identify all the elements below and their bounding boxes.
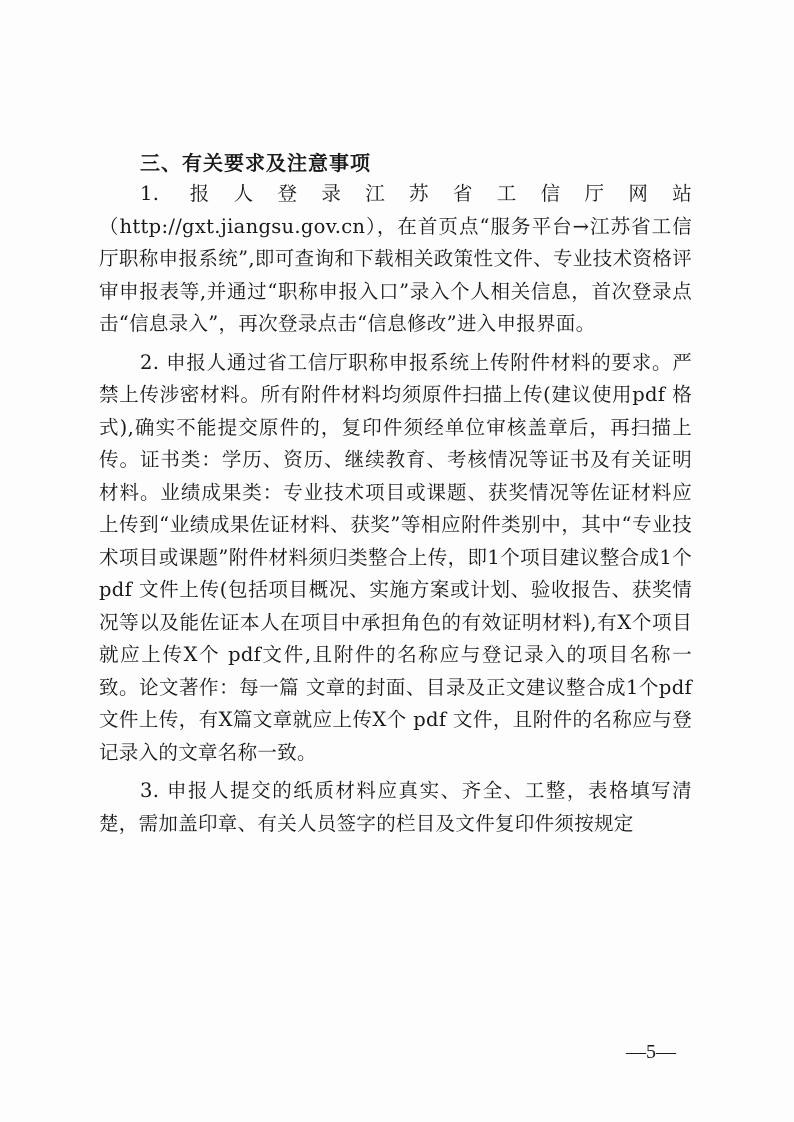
paragraph-3: 3. 申报人提交的纸质材料应真实、齐全、工整，表格填写清楚，需加盖印章、有关人员签字的栏目及文件复印件须按规定 [99, 779, 692, 835]
section-heading: 三、有关要求及注意事项 [140, 151, 371, 175]
page-number: —5— [626, 1041, 676, 1063]
paragraph-2: 2. 申报人通过省工信厅职称申报系统上传附件材料的要求。严禁上传涉密材料。所有附件材料均须原件扫描上传(建议使用pdf 格式),确实不能提交原件的，复印件须经单位审核盖章后，再扫描上传。证书类：学历、资历、继续教育、考核情况等证书及有关证明材料。业绩成果类：专业技术项目或课题、获奖情况等佐证材料应上传到“业绩成果佐证材料、获奖”等相应附件类别中，其中“专业技术项目或课题”附件材料须归类整合上传，即1个项目建议整合成1个 pdf 文件上传(包括项目概况、实施方案或计划、验收报告、获奖情况等以及能佐证本人在项目中承担角色的有效证明材料),有X个项目就应上传X个 pdf文件,且附件的名称应与登记录入的项目名称一致。论文著作：每一篇 文章的封面、目录及正文建议整合成1个pdf文件上传，有X篇文章就应上传X个 pdf 文件，且附件的名称应与登记录入的文章名称一致。 [99, 350, 692, 764]
paragraph-1: 1. 报人登录江苏省工信厅网站（http://gxt.jiangsu.gov.cn），在首页点“服务平台→江苏省工信厅职称申报系统”,即可查询和下载相关政策性文件、专业技术资格评审申报表等,并通过“职称申报入口”录入个人相关信息，首次登录点击“信息录入”，再次登录点击“信息修改”进入申报界面。 [99, 182, 692, 335]
body-text [99, 178, 692, 846]
